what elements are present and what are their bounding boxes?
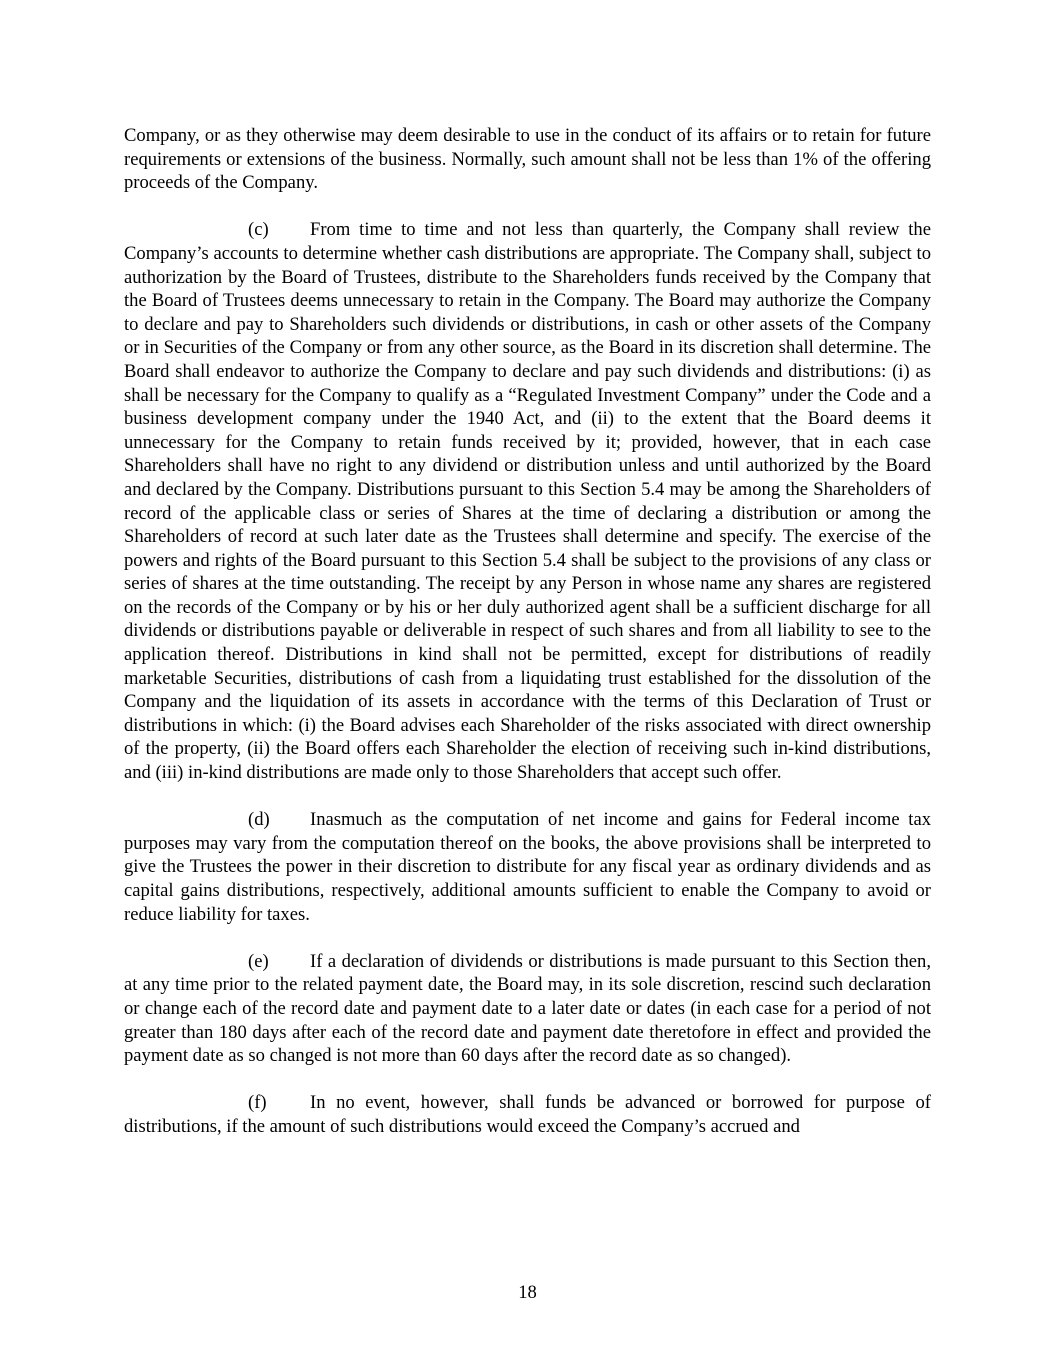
paragraph-c-text: From time to time and not less than quarterly, the Company shall review the Company’s accounts to determine whether cash distributions are appropriate. The Company shall, subject to authorization by the Board of Trustees, distribute to the Shareholders funds received by the Company that the Board of Trustees deems unnecessary to retain in the Company. The Board may authorize the Company to declare and pay to Shareholders such dividends or distributions, in cash or other assets of the Company or in Securities of the Company or from any other source, as the Board in its discretion shall determine. The Board shall endeavor to authorize the Company to declare and pay such dividends and distributions: (i) as shall be necessary for the Company to qualify as a “Regulated Investment Company” under the Code and a business development company under the 1940 Act, and (ii) to the extent that the Board deems it unnecessary for the Company to retain funds received by it; provided, however, that in each case Shareholders shall have no right to any dividend or distribution unless and until authorized by the Board and declared by the Company. Distributions pursuant to this Section 5.4 may be among the Shareholders of record of the applicable class or series of Shares at the time of declaring a distribution or among the Shareholders of record at such later date as the Trustees shall determine and specify. The exercise of the powers and rights of the Board pursuant to this Section 5.4 shall be subject to the provisions of any class or series of shares at the time outstanding. The receipt by any Person in whose name any shares are registered on the records of the Company or by his or her duly authorized agent shall be a sufficient discharge for all dividends or distributions payable or deliverable in respect of such shares and from all liability to see to the application thereof. Distributions in kind shall not be permitted, except for distributions of readily marketable Securities, distributions of cash from a liquidating trust established for the dissolution of the Company and the liquidation of its assets in accordance with the terms of this Declaration of Trust or distributions in which: (i) the Board advises each Shareholder of the risks associated with direct ownership of the property, (ii) the Board offers each Shareholder the election of receiving such in-kind distributions, and (iii) in-kind distributions are made only to those Shareholders that accept such offer.	[124, 219, 931, 784]
page-number: 18	[518, 1282, 537, 1303]
document-body	[124, 124, 931, 1139]
paragraph-f-text: In no event, however, shall funds be advanced or borrowed for purpose of distributions, if the amount of such distributions would exceed the Company’s accrued and	[124, 1092, 931, 1137]
paragraph-e-label: (e)	[248, 950, 269, 972]
paragraph-f-label: (f)	[248, 1092, 267, 1114]
paragraph-d	[124, 808, 931, 926]
paragraph-c	[124, 218, 931, 784]
paragraph-c-label: (c)	[248, 219, 269, 241]
paragraph-d-text: Inasmuch as the computation of net income and gains for Federal income tax purposes may vary from the computation thereof on the books, the above provisions shall be interpreted to give the Trustees the power in their discretion to distribute for any fiscal year as ordinary dividends and as capital gains distributions, respectively, additional amounts sufficient to enable the Company to avoid or reduce liability for taxes.	[124, 809, 931, 925]
paragraph-e	[124, 950, 931, 1068]
paragraph-e-text: If a declaration of dividends or distributions is made pursuant to this Section then, at any time prior to the related payment date, the Board may, in its sole discretion, rescind such declaration or change each of the record date and payment date to a later date or dates (in each case for a period of not greater than 180 days after each of the record date and payment date theretofore in effect and provided the payment date as so changed is not more than 60 days after the record date as so changed).	[124, 950, 931, 1067]
paragraph-d-label: (d)	[248, 809, 270, 831]
intro-paragraph-text: Company, or as they otherwise may deem desirable to use in the conduct of its affairs or to retain for future requirements or extensions of the business. Normally, such amount shall not be less than 1% of the offering proceeds of the Company.	[124, 125, 931, 194]
intro-paragraph	[124, 124, 931, 195]
paragraph-f	[124, 1091, 931, 1138]
